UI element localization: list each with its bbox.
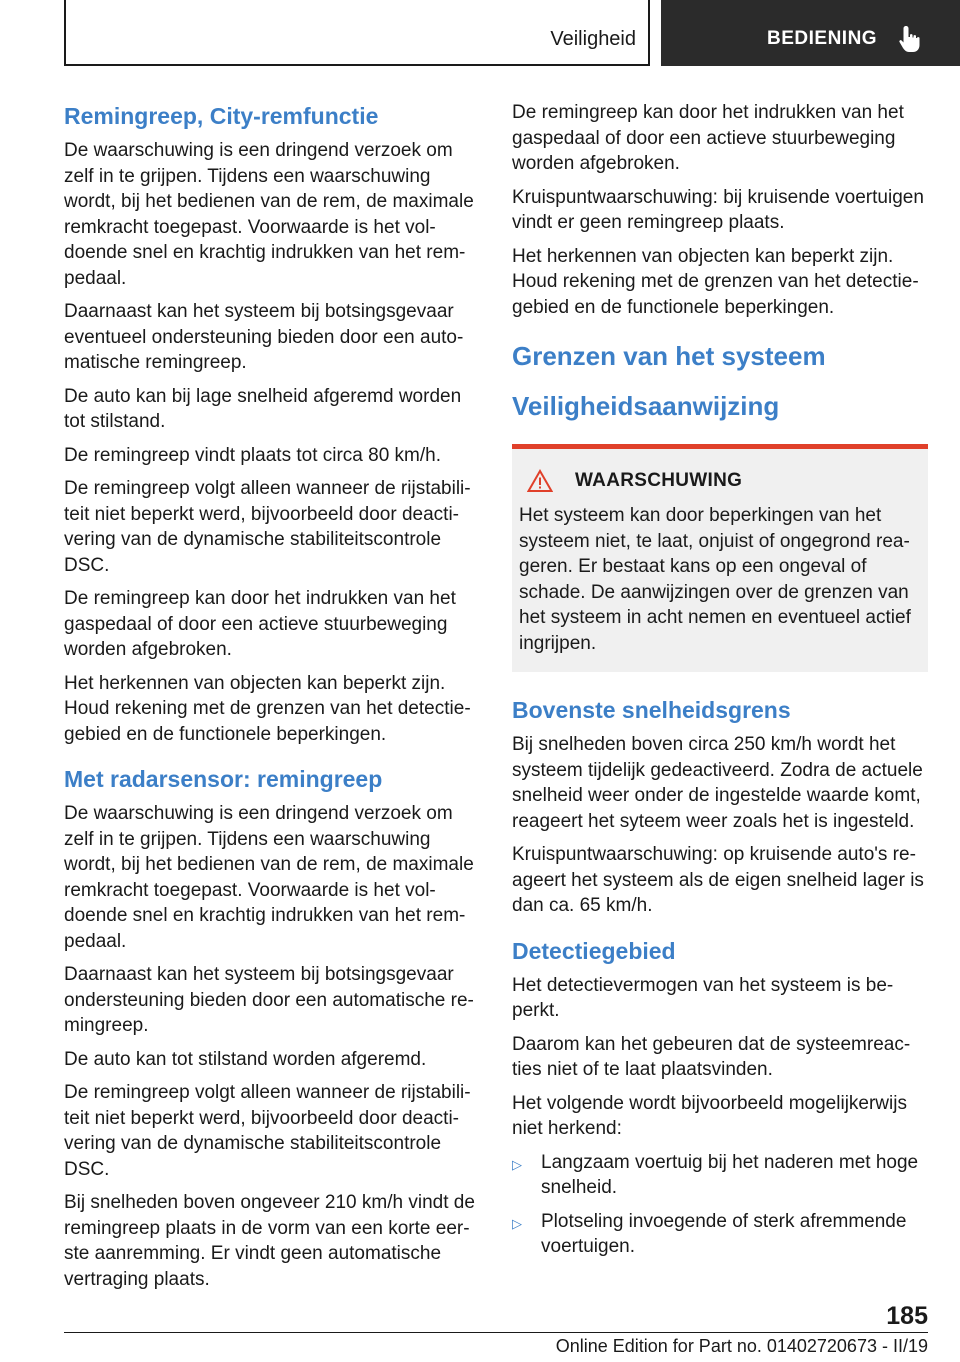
paragraph: De remingreep volgt alleen wanneer de rijstabili-teit niet beperkt werd, bijvoorbeeld door deacti-vering van de dynamische stabiliteitscontrole DSC. <box>64 478 471 576</box>
header-rule-bottom <box>64 64 650 66</box>
header-chapter-tab <box>661 0 960 66</box>
paragraph: De remingreep vindt plaats tot circa 80 km/h. <box>64 444 442 466</box>
header-rule-divider <box>648 0 650 66</box>
list-item-text: Plotseling invoegende of sterk afremmende voertuigen. <box>541 1210 907 1257</box>
warning-box <box>512 444 928 672</box>
warning-header <box>519 469 914 493</box>
heading-detection-area: Detectiegebied <box>512 937 676 964</box>
paragraph: Daarnaast kan het systeem bij botsingsgevaar ondersteuning bieden door een automatische re-mingreep. <box>64 964 474 1036</box>
paragraph: Daarom kan het gebeuren dat de systeemreac-ties niet of te laat plaatsvinden. <box>512 1033 911 1080</box>
hand-pointer-icon <box>897 24 923 54</box>
footer-edition: Online Edition for Part no. 01402720673 - II/19 <box>555 1336 928 1356</box>
heading-city-brake: Remingreep, City-remfunctie <box>64 103 379 129</box>
header-section-title: Veiligheid <box>550 28 636 50</box>
heading-radar-brake: Met radarsensor: remingreep <box>64 766 383 792</box>
paragraph: Kruispuntwaarschuwing: bij kruisende voertuigen vindt er geen remingreep plaats. <box>512 186 924 233</box>
right-column <box>512 100 928 1268</box>
paragraph: Bij snelheden boven circa 250 km/h wordt het systeem tijdelijk gedeactiveerd. Zodra de actuele snelheid weer onder de ingestelde waarde komt, reageert het syteem weer zoals het is ingesteld. <box>512 734 923 832</box>
footer-rule <box>64 1332 928 1333</box>
list-item <box>512 1150 928 1201</box>
paragraph: De auto kan tot stilstand worden afgeremd. <box>64 1048 427 1070</box>
paragraph: Het herkennen van objecten kan beperkt zijn. Houd rekening met de grenzen van het detectie-gebied en de functionele beperkingen. <box>512 245 919 318</box>
paragraph: De waarschuwing is een dringend verzoek om zelf in te grijpen. Tijdens een waarschuwing wordt, bij het bedienen van de rem, de maximale remkracht toegepast. Voorwaarde is het vol-doende snel en krachtig indrukken van het rem-pedaal. <box>64 803 474 952</box>
paragraph: De remingreep kan door het indrukken van het gaspedaal of door een actieve stuurbeweging worden afgebroken. <box>512 102 904 174</box>
paragraph: Daarnaast kan het systeem bij botsingsgevaar eventueel ondersteuning bieden door een auto-matische remingreep. <box>64 301 464 373</box>
bullet-triangle-icon: ▷ <box>512 1156 522 1172</box>
page-number: 185 <box>886 1302 928 1330</box>
bullet-triangle-icon: ▷ <box>512 1215 522 1231</box>
paragraph: De remingreep kan door het indrukken van het gaspedaal of door een actieve stuurbeweging worden afgebroken. <box>64 588 456 660</box>
warning-triangle-icon <box>527 469 553 493</box>
warning-title: WAARSCHUWING <box>575 470 743 491</box>
paragraph: De waarschuwing is een dringend verzoek om zelf in te grijpen. Tijdens een waarschuwing wordt, bij het bedienen van de rem, de maximale remkracht toegepast. Voorwaarde is het vol-doende snel en krachtig indrukken van het rem-pedaal. <box>64 140 474 289</box>
heading-safety-note: Veiligheidsaanwijzing <box>512 391 780 421</box>
list-item-text: Langzaam voertuig bij het naderen met hoge snelheid. <box>541 1151 919 1198</box>
list-item <box>512 1209 928 1260</box>
paragraph: De auto kan bij lage snelheid afgeremd worden tot stilstand. <box>64 385 462 432</box>
header-rule-left <box>64 0 66 66</box>
paragraph: Het volgende wordt bijvoorbeeld mogelijkerwijs niet herkend: <box>512 1092 907 1139</box>
paragraph: De remingreep volgt alleen wanneer de rijstabili-teit niet beperkt werd, bijvoorbeeld door deacti-vering van de dynamische stabiliteitscontrole DSC. <box>64 1082 471 1180</box>
heading-speed-limit: Bovenste snelheidsgrens <box>512 697 791 723</box>
header-chapter-label: BEDIENING <box>767 28 878 49</box>
paragraph: Het herkennen van objecten kan beperkt zijn. Houd rekening met de grenzen van het detectie-gebied en de functionele beperkingen. <box>64 672 471 745</box>
paragraph: Bij snelheden boven ongeveer 210 km/h vindt de remingreep plaats in de vorm van een korte eer-ste aanremming. Er vindt geen automatische vertraging plaats. <box>64 1192 475 1290</box>
heading-system-limits: Grenzen van het systeem <box>512 341 826 371</box>
paragraph: Het detectievermogen van het systeem is be-perkt. <box>512 974 894 1021</box>
left-column <box>64 100 482 1300</box>
paragraph: Kruispuntwaarschuwing: op kruisende auto's re-ageert het systeem als de eigen snelheid lager is dan ca. 65 km/h. <box>512 844 924 916</box>
warning-text: Het systeem kan door beperkingen van het systeem niet, te laat, onjuist of ongegrond rea-geren. Er bestaat kans op een ongeval of schade. De aanwijzingen over de grenzen van het systeem in acht nemen en eventueel actief ingrijpen. <box>519 505 911 654</box>
